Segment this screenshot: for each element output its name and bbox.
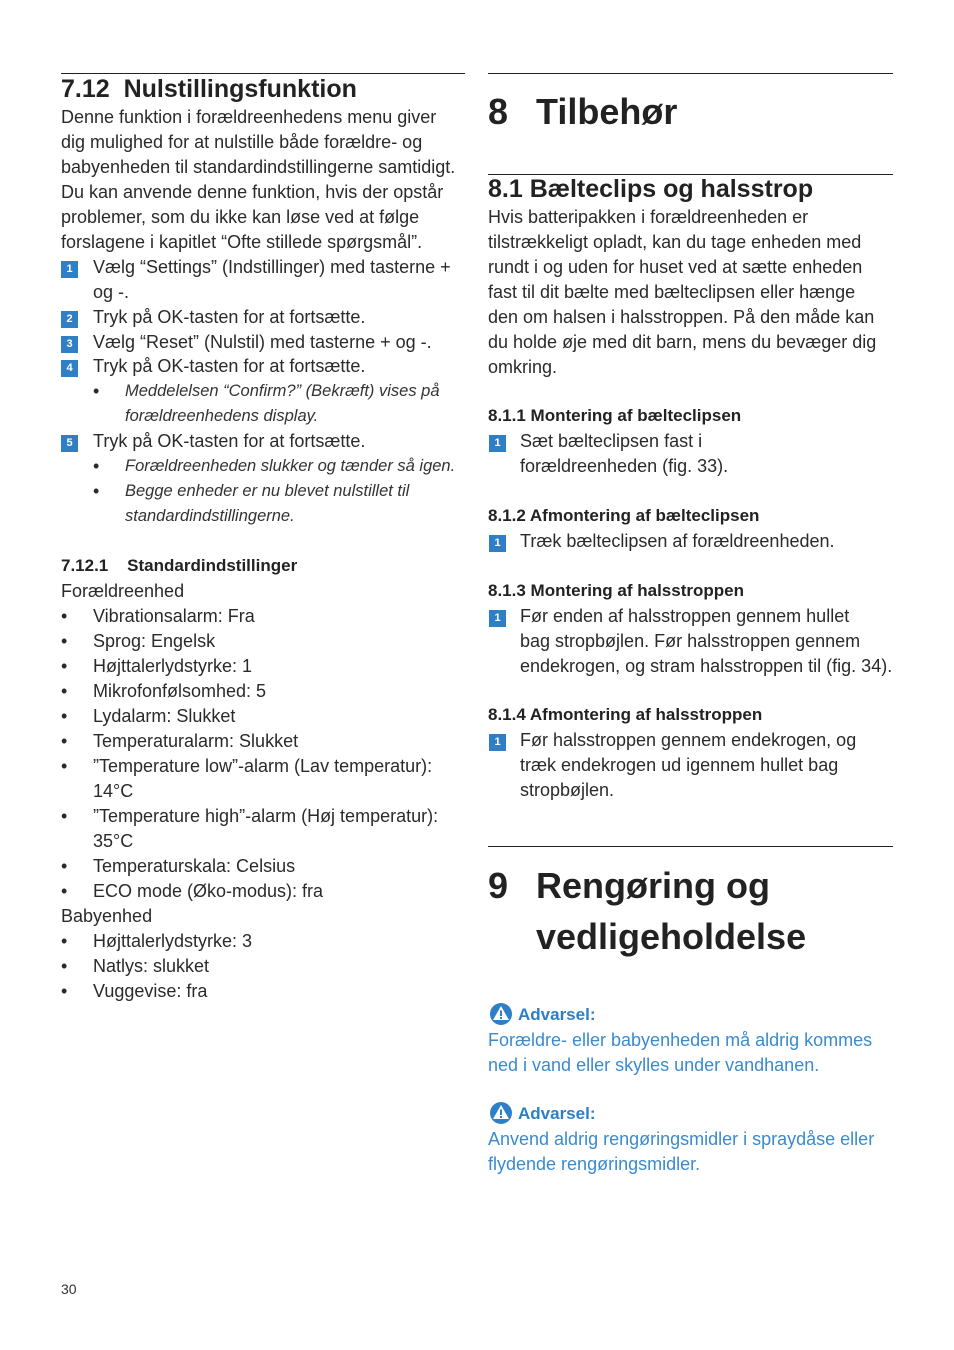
bullet: • xyxy=(61,956,68,976)
bullet: • xyxy=(93,481,100,501)
chapter-9-number: 9 xyxy=(488,865,509,906)
step-number-3: 3 xyxy=(61,336,78,353)
heading-7-12 xyxy=(61,75,357,104)
chapter-rule-8 xyxy=(488,73,893,74)
warning-label: Advarsel: xyxy=(518,1005,596,1024)
chapter-9-heading xyxy=(488,860,893,964)
step-5-text: Tryk på OK-tasten for at fortsætte. xyxy=(93,431,366,451)
step-8-1-3-line-2: bag stropbøjlen. Før halsstroppen gennem xyxy=(520,631,861,651)
step-8-1-1-line-1: Sæt bælteclipsen fast i xyxy=(520,431,703,451)
parent-setting-item: Lydalarm: Slukket xyxy=(93,706,236,726)
step-4-note-line-1: Meddelelsen “Confirm?” (Bekræft) vises på xyxy=(125,382,440,400)
baby-setting-item: Natlys: slukket xyxy=(93,956,210,976)
heading-7-12-title: Nulstillingsfunktion xyxy=(123,75,357,103)
warning-text-2: Anvend aldrig rengøringsmidler i spraydåse eller flydende rengøringsmidler. xyxy=(488,1129,875,1174)
parent-setting-item: Højttalerlydstyrke: 1 xyxy=(93,656,253,676)
parent-setting-item: 14°C xyxy=(93,781,134,801)
parent-setting-item: Vibrationsalarm: Fra xyxy=(93,606,255,626)
heading-8-1-4: 8.1.4 Afmontering af halsstroppen xyxy=(488,705,763,724)
step-8-1-2-text: Træk bælteclipsen af forældreenheden. xyxy=(520,531,835,551)
heading-7-12-number: 7.12 xyxy=(61,75,110,103)
baby-unit-label: Babyenhed xyxy=(61,906,153,926)
parent-setting-item: ECO mode (Øko-modus): fra xyxy=(93,881,324,901)
parent-setting-item: Temperaturskala: Celsius xyxy=(93,856,296,876)
heading-7-12-1-title: Standardindstillinger xyxy=(127,556,298,575)
baby-setting-item: Højttalerlydstyrke: 3 xyxy=(93,931,253,951)
step-8-1-1-line-2: forældreenheden (fig. 33). xyxy=(520,456,729,476)
bullet: • xyxy=(61,731,68,751)
bullet: • xyxy=(61,856,68,876)
parent-setting-item: Sprog: Engelsk xyxy=(93,631,216,651)
warning-icon xyxy=(489,1002,513,1026)
bullet: • xyxy=(93,456,100,476)
parent-setting-item: Mikrofonfølsomhed: 5 xyxy=(93,681,267,701)
chapter-8-number: 8 xyxy=(488,91,509,132)
bullet: • xyxy=(61,681,68,701)
heading-8-1-1: 8.1.1 Montering af bælteclipsen xyxy=(488,406,742,425)
bullet: • xyxy=(61,881,68,901)
step-3-text: Vælg “Reset” (Nulstil) med tasterne + og -. xyxy=(93,332,432,352)
heading-8-1: 8.1 Bælteclips og halsstrop xyxy=(488,175,814,203)
chapter-9-title-line-1: Rengøring og xyxy=(536,865,770,906)
parent-setting-item: Temperaturalarm: Slukket xyxy=(93,731,299,751)
bullet: • xyxy=(93,381,100,401)
step-5-note-a: Forældreenheden slukker og tænder så igen. xyxy=(125,457,456,475)
belt-clip-intro: Hvis batteripakken i forældreenheden er tilstrækkeligt opladt, kan du tage enheden med rundt i og uden for huset ved at sætte enheden fast til dit bælte med bælteclipsen eller hænge den om halsen i halsstroppen. På den måde kan du holde øje med dit barn, mens du bevæger dig omkring. xyxy=(488,207,877,377)
parent-setting-item: 35°C xyxy=(93,831,134,851)
step-2-text: Tryk på OK-tasten for at fortsætte. xyxy=(93,307,366,327)
heading-8-1-2: 8.1.2 Afmontering af bælteclipsen xyxy=(488,506,760,525)
bullet: • xyxy=(61,706,68,726)
step-8-1-4-line-1: Før halsstroppen gennem endekrogen, og xyxy=(520,730,857,750)
step-number-8-1-3: 1 xyxy=(489,610,506,627)
heading-8-1-3: 8.1.3 Montering af halsstroppen xyxy=(488,581,744,600)
step-number-2: 2 xyxy=(61,311,78,328)
step-number-8-1-2: 1 xyxy=(489,535,506,552)
bullet: • xyxy=(61,931,68,951)
bullet: • xyxy=(61,756,68,776)
step-4-note-line-2: forældreenhedens display. xyxy=(125,407,319,425)
step-4-text: Tryk på OK-tasten for at fortsætte. xyxy=(93,356,366,376)
bullet: • xyxy=(61,981,68,1001)
parent-unit-label: Forældreenhed xyxy=(61,581,185,601)
chapter-8-heading xyxy=(488,86,893,138)
reset-intro: Denne funktion i forældreenhedens menu giver dig mulighed for at nulstille både forældre- og babyenheden til standardindstillingerne samtidigt. Du kan anvende denne funktion, hvis der opstår problemer, som du ikke kan løse ved at følge forslagene i kapitlet “Ofte stillede spørgsmål”. xyxy=(61,107,456,252)
chapter-rule-9 xyxy=(488,846,893,847)
heading-7-12-1-number: 7.12.1 xyxy=(61,556,109,575)
step-8-1-3-line-3: endekrogen, og stram halsstroppen til (fig. 34). xyxy=(520,656,893,676)
step-number-4: 4 xyxy=(61,360,78,377)
bullet: • xyxy=(61,806,68,826)
parent-setting-item: ”Temperature high”-alarm (Høj temperatur): xyxy=(93,806,439,826)
step-number-1: 1 xyxy=(61,261,78,278)
chapter-9-title-line-2: vedligeholdelse xyxy=(536,916,807,957)
step-8-1-3-line-1: Før enden af halsstroppen gennem hullet xyxy=(520,606,850,626)
step-1-line-2: og -. xyxy=(93,282,130,302)
step-8-1-4-line-3: stropbøjlen. xyxy=(520,780,615,800)
bullet: • xyxy=(61,656,68,676)
parent-setting-item: ”Temperature low”-alarm (Lav temperatur): xyxy=(93,756,433,776)
step-1-line-1: Vælg “Settings” (Indstillinger) med tasterne + xyxy=(93,257,451,277)
step-number-8-1-4: 1 xyxy=(489,734,506,751)
section-rule-7-12 xyxy=(61,73,465,74)
step-number-5: 5 xyxy=(61,435,78,452)
bullet: • xyxy=(61,606,68,626)
baby-setting-item: Vuggevise: fra xyxy=(93,981,208,1001)
step-5-note-b-line-2: standardindstillingerne. xyxy=(125,507,295,525)
warning-label: Advarsel: xyxy=(518,1104,596,1123)
heading-7-12-1 xyxy=(61,556,297,576)
warning-icon xyxy=(489,1101,513,1125)
bullet: • xyxy=(61,631,68,651)
warning-text-1: Forældre- eller babyenheden må aldrig kommes ned i vand eller skylles under vandhanen. xyxy=(488,1030,873,1075)
step-8-1-4-line-2: træk endekrogen ud igennem hullet bag xyxy=(520,755,839,775)
chapter-8-title: Tilbehør xyxy=(536,91,678,132)
page-number: 30 xyxy=(61,1281,77,1297)
step-number-8-1-1: 1 xyxy=(489,435,506,452)
step-5-note-b-line-1: Begge enheder er nu blevet nulstillet til xyxy=(125,482,410,500)
